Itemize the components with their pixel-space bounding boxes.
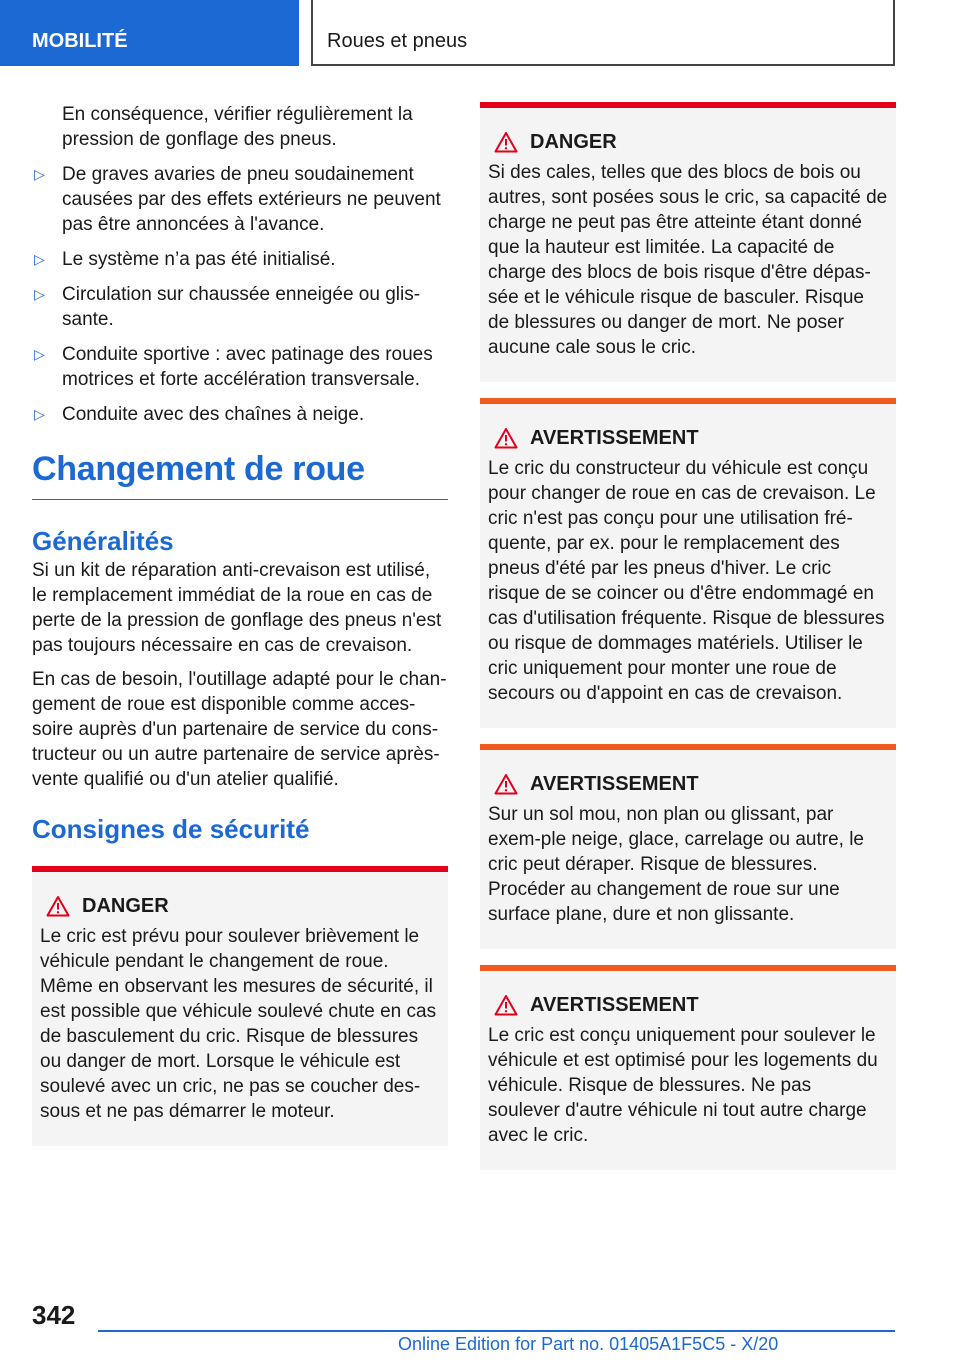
list-item: ▷ Conduite avec des chaînes à neige.	[34, 404, 365, 425]
continuation-text: En conséquence, vérifier régulièrement la pression de gonflage des pneus.	[62, 104, 413, 150]
list-item: ▷ Le système n’a pas été initialisé.	[34, 249, 336, 270]
page-number: 342	[32, 1300, 76, 1330]
warning-triangle-icon	[494, 131, 518, 153]
chapter-title: Roues et pneus	[311, 0, 895, 66]
warning-box	[480, 398, 896, 728]
paragraph: Si un kit de réparation anti-crevaison est utilisé, le remplacement immédiat de la roue en cas de perte de la pression de gonflage des pneus n'est pas toujours nécessaire en cas de crevaison.	[32, 560, 442, 656]
box-text: Sur un sol mou, non plan ou glissant, par exem-ple neige, glace, carrelage ou autre, le cric peut déraper. Risque de blessures. Procéder au changement de roue sur une surface plane, dure et non glissante.	[488, 804, 865, 925]
danger-box	[480, 102, 896, 382]
subsection-heading-generalites: Généralités	[32, 526, 174, 556]
left-column	[32, 102, 448, 1162]
warning-triangle-icon	[46, 895, 70, 917]
box-text: Le cric du constructeur du véhicule est conçu pour changer de roue en cas de crevaison. Le cric n'est pas conçu pour une utilisation fré-quente, par ex. pour le remplacement des pneus d'été par les pneus d'hiver. Le cric risque de se coincer ou d'être endommagé en cas d'utilisation fréquente. Risque de blessures ou risque de dommages matériels. Utiliser le cric uniquement pour monter une roue de secours ou d'appoint en cas de crevaison.	[488, 458, 885, 704]
warning-box	[480, 744, 896, 949]
box-title: DANGER	[82, 895, 169, 917]
box-title: DANGER	[530, 131, 617, 153]
footer-edition: Online Edition for Part no. 01405A1F5C5 - X/20	[398, 1334, 779, 1354]
right-column	[480, 102, 896, 1186]
page-header	[0, 0, 960, 66]
box-title: AVERTISSEMENT	[530, 427, 699, 449]
box-text: Le cric est prévu pour soulever brièvement le véhicule pendant le changement de roue. Même en observant les mesures de sécurité, il est possible que véhicule soulevé chute en cas de basculement du cric. Risque de blessures ou danger de mort. Lorsque le véhicule est soulevé avec un cric, ne pas se coucher des-sous et ne pas démarrer le moteur.	[40, 926, 437, 1122]
triangle-bullet-icon: ▷	[34, 166, 45, 182]
warning-triangle-icon	[494, 994, 518, 1016]
footer-divider	[98, 1330, 895, 1332]
list-item: ▷ Circulation sur chaussée enneigée ou glis-sante.	[34, 284, 421, 330]
box-text: Le cric est conçu uniquement pour soulever le véhicule et est optimisé pour les logements du véhicule. Risque de blessures. Ne pas soulever d'autre véhicule ni tout autre charge avec le cric.	[488, 1025, 878, 1146]
triangle-bullet-icon: ▷	[34, 406, 45, 422]
box-title: AVERTISSEMENT	[530, 994, 699, 1016]
triangle-bullet-icon: ▷	[34, 346, 45, 362]
warning-triangle-icon	[494, 773, 518, 795]
list-item: ▷ De graves avaries de pneu soudainement causées par des effets extérieurs ne peuvent pas être annoncées à l'avance.	[34, 164, 441, 235]
paragraph: En cas de besoin, l'outillage adapté pour le chan-gement de roue est disponible comme acces-soire auprès d'un partenaire de service du cons-tructeur ou un autre partenaire de service après-vente qualifié ou d'un atelier qualifié.	[32, 669, 447, 790]
box-text: Si des cales, telles que des blocs de bois ou autres, sont posées sous le cric, sa capacité de charge ne peut pas être atteinte étant donné que la hauteur est limitée. La capacité de charge des blocs de bois risque d'être dépas-sée et le véhicule risque de basculer. Risque de blessures ou danger de mort. Ne poser aucune cale sous le cric.	[488, 162, 888, 358]
section-heading: Changement de roue	[32, 449, 448, 500]
box-title: AVERTISSEMENT	[530, 773, 699, 795]
subsection-heading-safety: Consignes de sécurité	[32, 814, 310, 844]
triangle-bullet-icon: ▷	[34, 251, 45, 267]
danger-box	[32, 866, 448, 1146]
bullet-list	[32, 162, 448, 427]
section-label: MOBILITÉ	[0, 0, 299, 66]
warning-box	[480, 965, 896, 1170]
list-item: ▷ Conduite sportive : avec patinage des roues motrices et forte accélération transversale.	[34, 344, 433, 390]
warning-triangle-icon	[494, 427, 518, 449]
triangle-bullet-icon: ▷	[34, 286, 45, 302]
